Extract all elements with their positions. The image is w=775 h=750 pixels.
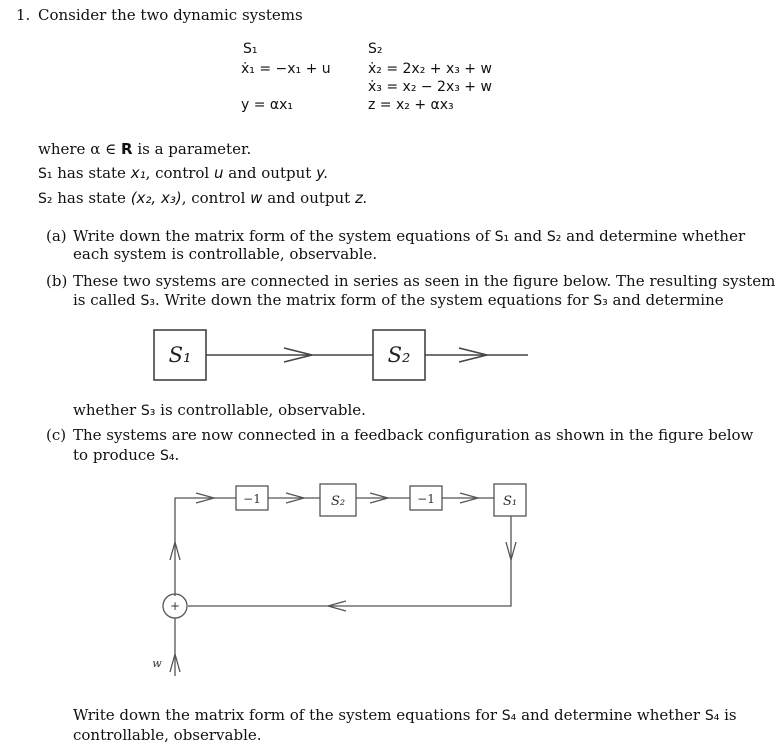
- series-block-s2-label: S₂: [387, 343, 411, 367]
- final-mid: and determine whether: [516, 706, 705, 724]
- part-c-label: (c): [46, 426, 67, 444]
- s1-output-text: and output: [223, 164, 317, 182]
- series-block-s1-label: S₁: [168, 343, 192, 367]
- s2-state-symbol: (x₂, x₃): [130, 189, 182, 207]
- s2-control-text: , control: [181, 189, 251, 207]
- part-b-question: is controllable, observable.: [155, 401, 366, 419]
- feedback-gain-1-label: −1: [243, 492, 261, 506]
- s1-label: S₁: [38, 166, 53, 182]
- s1-control-symbol: u: [214, 164, 224, 182]
- part-a-text: Write down the matrix form of the system equations of: [73, 227, 495, 245]
- part-b-line-1: These two systems are connected in series as seen in the figure below. The resulting system: [73, 272, 775, 290]
- parameter-text: is a parameter.: [132, 140, 252, 158]
- final-line-1: [73, 706, 737, 725]
- part-b-whether: whether: [73, 401, 141, 419]
- feedback-forward-path: [175, 498, 236, 596]
- part-b-label: (b): [46, 272, 68, 290]
- s1-output-symbol: y.: [316, 164, 329, 182]
- part-b-determine: and determine: [607, 291, 724, 309]
- final-s4-again: S₄: [704, 708, 720, 724]
- s2-control-symbol: w: [250, 189, 263, 207]
- problem-intro: Consider the two dynamic systems: [38, 6, 303, 24]
- part-c-period: .: [174, 446, 180, 464]
- part-a-tail: and determine whether: [561, 227, 746, 245]
- feedback-s1-label: S₁: [502, 494, 518, 509]
- part-a-s1: S₁: [494, 229, 510, 245]
- s2-label: S₂: [38, 191, 53, 207]
- feedback-return-path: [188, 516, 511, 606]
- part-b-s3: S₃: [140, 293, 155, 309]
- final-is: is: [719, 706, 737, 724]
- part-c-s4: S₄: [159, 448, 175, 464]
- input-w-label: w: [152, 657, 162, 670]
- part-c-line-1: The systems are now connected in a feedback configuration as shown in the figure below: [73, 426, 754, 444]
- part-b-s3-final: S₃: [140, 403, 156, 419]
- s2-output-symbol: z.: [354, 189, 368, 207]
- part-a-s2: S₂: [546, 229, 562, 245]
- s2-output-equation: z = x₂ + αx₃: [368, 97, 454, 113]
- part-b-line-3: [73, 401, 366, 420]
- s1-output-equation: y = αx₁: [241, 97, 294, 113]
- part-a-label: (a): [46, 227, 67, 245]
- reals-symbol: R: [120, 140, 133, 158]
- summing-plus-sign: +: [169, 599, 181, 613]
- part-b-called: is called: [73, 291, 141, 309]
- s1-control-text: , control: [145, 164, 215, 182]
- s1-state-text: has state: [52, 164, 131, 182]
- final-s4: S₄: [501, 708, 517, 724]
- s2-state-equation-1: ẋ₂ = 2x₂ + x₃ + w: [368, 61, 492, 77]
- s1-title: S₁: [243, 41, 258, 57]
- problem-number: 1.: [16, 6, 31, 24]
- feedback-gain-2-label: −1: [417, 492, 435, 506]
- s2-state-equation-2: ẋ₃ = x₂ − 2x₃ + w: [368, 79, 492, 95]
- part-a-line-2: each system is controllable, observable.: [73, 245, 378, 263]
- part-b-text: . Write down the matrix form of the system equations for: [154, 291, 594, 309]
- where-text: where: [38, 140, 91, 158]
- part-b-s3-again: S₃: [593, 293, 608, 309]
- s2-state-text: has state: [52, 189, 131, 207]
- final-line-2: controllable, observable.: [73, 726, 262, 744]
- s1-state-symbol: x₁: [130, 164, 146, 182]
- final-text: Write down the matrix form of the system equations for: [73, 706, 502, 724]
- alpha-membership: α ∈: [90, 140, 121, 158]
- part-a-and: and: [509, 227, 547, 245]
- s2-output-text: and output: [262, 189, 355, 207]
- part-c-line-2: [73, 446, 179, 465]
- s2-title: S₂: [368, 41, 383, 57]
- s1-state-equation: ẋ₁ = −x₁ + u: [241, 61, 331, 77]
- part-c-produce: to produce: [73, 446, 160, 464]
- feedback-s2-label: S₂: [330, 494, 346, 509]
